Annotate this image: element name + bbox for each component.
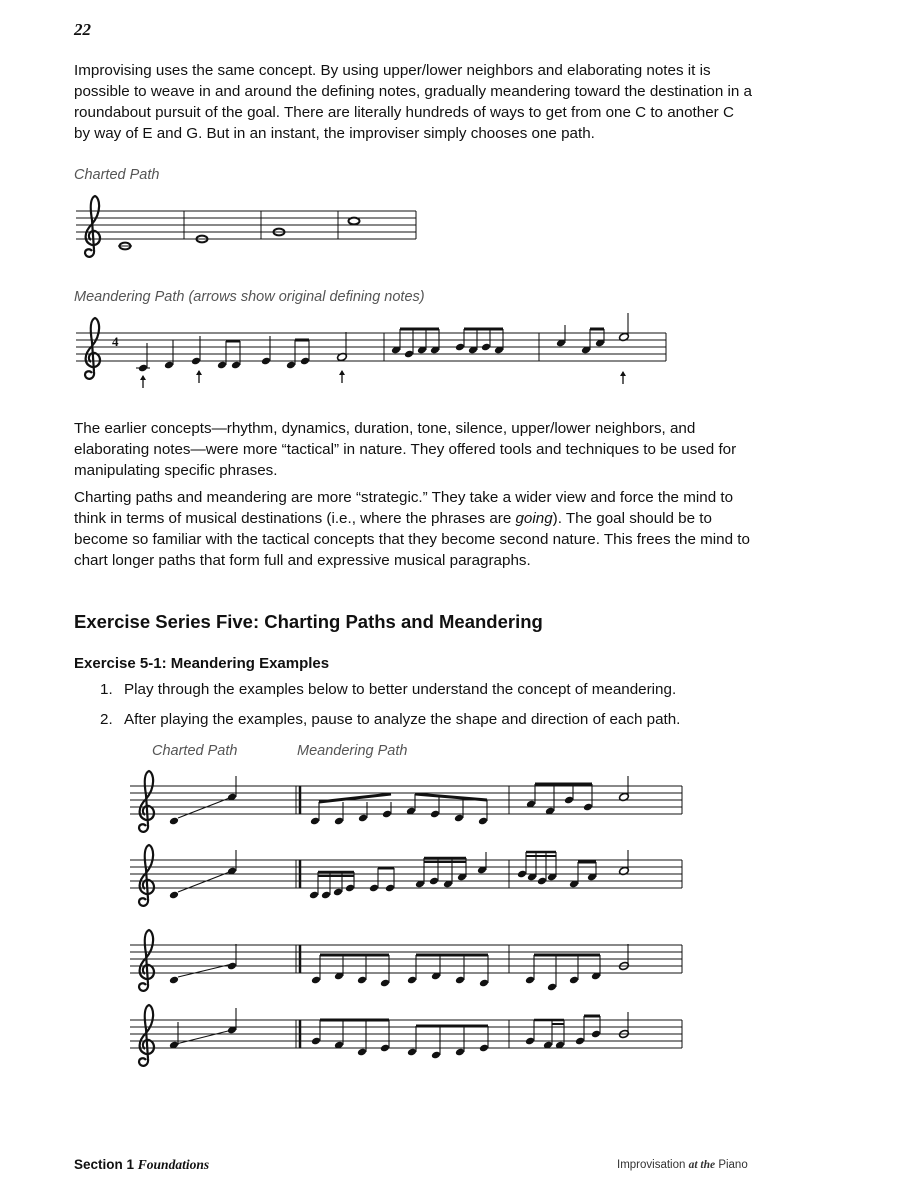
treble-clef-icon <box>139 845 154 906</box>
note-c-high <box>349 218 360 225</box>
step-2 <box>100 711 680 728</box>
arrow-icon <box>196 370 202 383</box>
figure1-caption: Charted Path <box>74 167 160 183</box>
arrow-icon <box>339 370 345 383</box>
arrow-icon <box>620 371 626 384</box>
treble-clef-icon <box>85 196 100 257</box>
arrow-icon <box>140 375 146 388</box>
section-heading: Exercise Series Five: Charting Paths and Meandering <box>74 611 543 632</box>
treble-clef-icon <box>139 1005 154 1066</box>
treble-clef-icon <box>139 930 154 991</box>
footer-book-title <box>617 1159 748 1171</box>
step-text: After playing the examples, pause to analyze the shape and direction of each path. <box>124 711 681 728</box>
figure2-staff <box>76 333 666 361</box>
step-number: 2. <box>100 711 113 728</box>
footer-title-1: Improvisation <box>617 1159 686 1171</box>
figure2-caption: Meandering Path (arrows show original defining notes) <box>74 289 425 305</box>
footer-section-title: Foundations <box>137 1157 210 1172</box>
treble-clef-icon <box>85 318 100 379</box>
exercise-heading: Exercise 5-1: Meandering Examples <box>74 655 330 672</box>
step-number: 1. <box>100 681 113 698</box>
paragraph-3 <box>74 487 754 571</box>
page-number: 22 <box>74 20 91 39</box>
examples-meandering-label: Meandering Path <box>297 743 408 759</box>
examples-charted-label: Charted Path <box>152 743 238 759</box>
footer-section-number: Section 1 <box>74 1157 135 1172</box>
intro-paragraph: Improvising uses the same concept. By using upper/lower neighbors and elaborating notes it is possible to weave in and around the defining notes, gradually meandering toward the destination in a roundabout pursuit of the goal. There are literally hundreds of ways to get from one C to another C by way of E and G. But in an instant, the improviser simply chooses one path. <box>74 62 752 142</box>
paragraph-3-text: Charting paths and meandering are more “strategic.” They take a wider view and force the mind to think in terms of musical destinations (i.e., where the phrases are <box>74 489 734 527</box>
figure1-staff <box>76 211 416 239</box>
paragraph-3-emphasis: going <box>515 510 553 527</box>
footer-title-2: at the <box>688 1159 716 1171</box>
footer-section <box>74 1157 209 1173</box>
step-1 <box>100 681 676 698</box>
time-signature: 4 <box>112 334 119 349</box>
treble-clef-icon <box>139 771 154 832</box>
paragraph-2: The earlier concepts—rhythm, dynamics, duration, tone, silence, upper/lower neighbors, and elaborating notes—were more “tactical” in nature. They offered tools and techniques to be used for manipulating specific phrases. <box>74 420 737 479</box>
step-text: Play through the examples below to better understand the concept of meandering. <box>124 681 677 698</box>
footer-title-3: Piano <box>718 1159 748 1171</box>
paragraph-3-text-end: ). The goal should be to become so familiar with the tactical concepts that they become second nature. This frees the mind to chart longer paths that form full and expressive musical paragraphs. <box>74 510 750 569</box>
